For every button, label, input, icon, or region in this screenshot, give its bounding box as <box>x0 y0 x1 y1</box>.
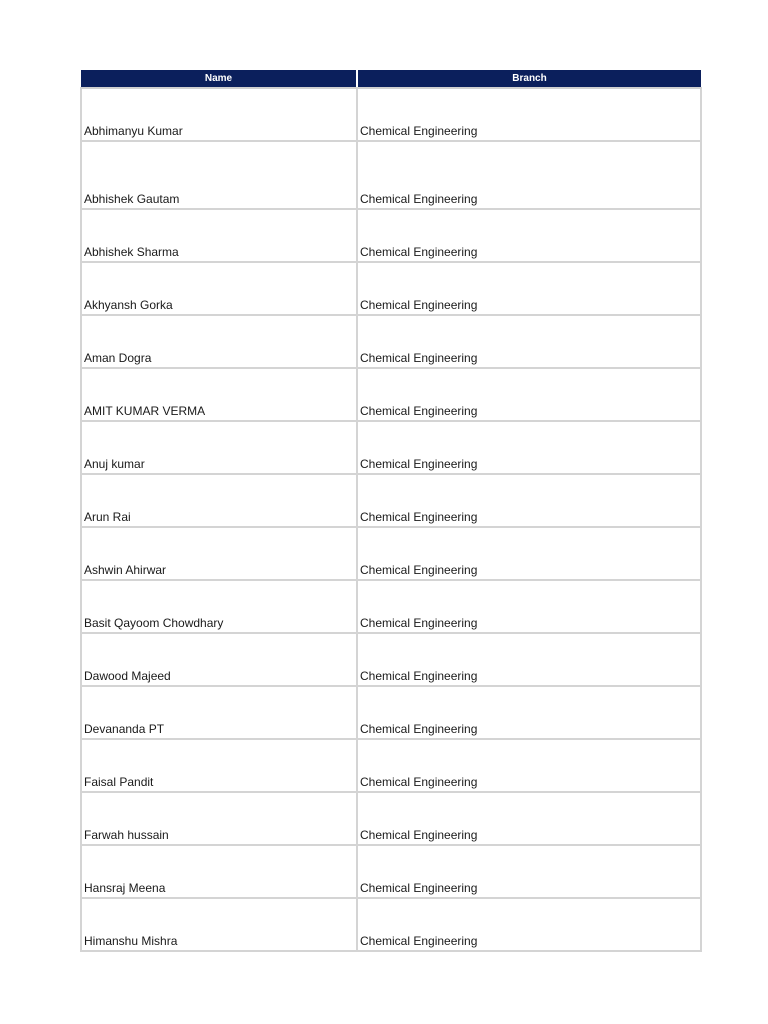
table-row <box>81 686 701 739</box>
name-cell: Abhimanyu Kumar <box>81 88 357 141</box>
student-table <box>80 70 702 952</box>
name-cell: Devananda PT <box>81 686 357 739</box>
name-cell: Hansraj Meena <box>81 845 357 898</box>
table-row <box>81 315 701 368</box>
name-cell: Ashwin Ahirwar <box>81 527 357 580</box>
name-cell: Abhishek Sharma <box>81 209 357 262</box>
name-cell: Akhyansh Gorka <box>81 262 357 315</box>
table-row <box>81 845 701 898</box>
branch-cell: Chemical Engineering <box>357 421 701 474</box>
header-row <box>81 70 701 88</box>
table-row <box>81 898 701 951</box>
branch-cell: Chemical Engineering <box>357 368 701 421</box>
name-cell: Farwah hussain <box>81 792 357 845</box>
table-row <box>81 141 701 209</box>
table-row <box>81 88 701 141</box>
table-header <box>81 70 701 88</box>
branch-cell: Chemical Engineering <box>357 88 701 141</box>
table-row <box>81 580 701 633</box>
name-cell: Anuj kumar <box>81 421 357 474</box>
branch-cell: Chemical Engineering <box>357 474 701 527</box>
table-row <box>81 474 701 527</box>
name-cell: Abhishek Gautam <box>81 141 357 209</box>
table-row <box>81 209 701 262</box>
name-cell: Himanshu Mishra <box>81 898 357 951</box>
branch-cell: Chemical Engineering <box>357 633 701 686</box>
table-row <box>81 633 701 686</box>
branch-column-header: Branch <box>357 70 701 88</box>
name-cell: Faisal Pandit <box>81 739 357 792</box>
branch-cell: Chemical Engineering <box>357 792 701 845</box>
branch-cell: Chemical Engineering <box>357 580 701 633</box>
branch-cell: Chemical Engineering <box>357 898 701 951</box>
table-row <box>81 527 701 580</box>
table-body <box>81 88 701 951</box>
branch-cell: Chemical Engineering <box>357 141 701 209</box>
name-column-header: Name <box>81 70 357 88</box>
table-row <box>81 368 701 421</box>
branch-cell: Chemical Engineering <box>357 315 701 368</box>
name-cell: Arun Rai <box>81 474 357 527</box>
name-cell: Basit Qayoom Chowdhary <box>81 580 357 633</box>
name-cell: Dawood Majeed <box>81 633 357 686</box>
branch-cell: Chemical Engineering <box>357 262 701 315</box>
branch-cell: Chemical Engineering <box>357 209 701 262</box>
table-row <box>81 262 701 315</box>
name-cell: Aman Dogra <box>81 315 357 368</box>
branch-cell: Chemical Engineering <box>357 845 701 898</box>
table-row <box>81 792 701 845</box>
name-cell: AMIT KUMAR VERMA <box>81 368 357 421</box>
branch-cell: Chemical Engineering <box>357 527 701 580</box>
table-row <box>81 739 701 792</box>
table-row <box>81 421 701 474</box>
branch-cell: Chemical Engineering <box>357 686 701 739</box>
branch-cell: Chemical Engineering <box>357 739 701 792</box>
